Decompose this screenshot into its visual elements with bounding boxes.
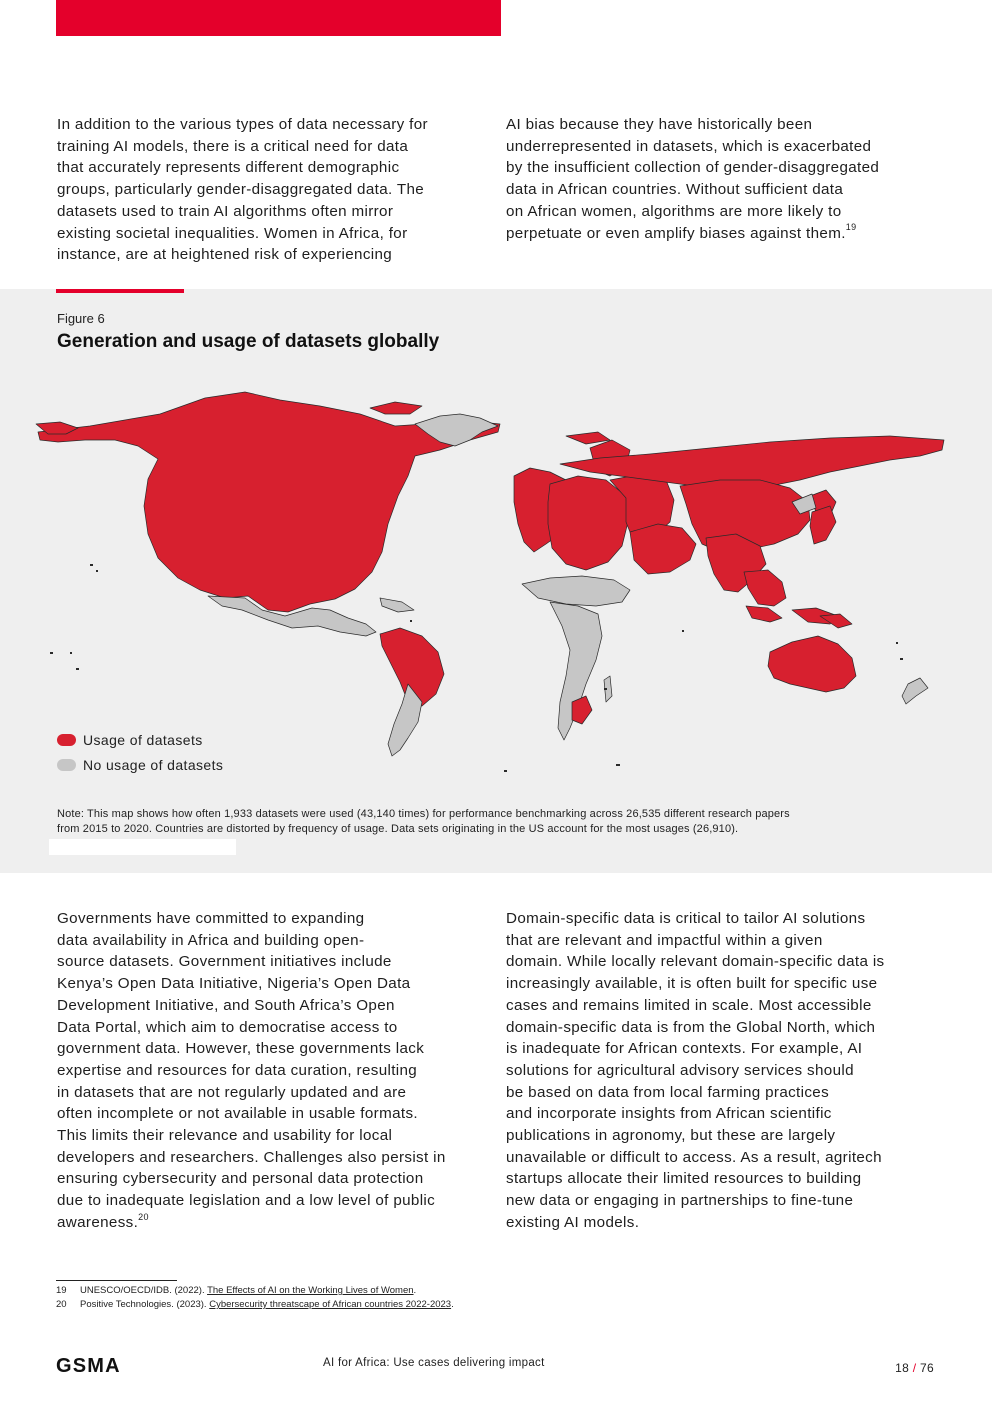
footnote-link[interactable]: The Effects of AI on the Working Lives of Women — [207, 1285, 414, 1296]
logo-text: GSMA — [56, 1355, 121, 1375]
text-line: groups, particularly gender-disaggregated data. The — [57, 181, 425, 199]
text-line: solutions for agricultural advisory services should — [506, 1061, 854, 1079]
text-line: startups allocate their limited resources to building — [506, 1170, 862, 1188]
map-island-dot — [682, 630, 684, 632]
map-region-north-africa — [522, 576, 630, 606]
map-island-dot — [504, 770, 507, 772]
figure-accent-line — [56, 289, 184, 293]
text-line: government data. However, these governments lack — [57, 1040, 425, 1058]
text-line: is inadequate for African contexts. For example, AI — [506, 1040, 863, 1058]
body-left-column — [57, 908, 446, 1234]
text-line: expertise and resources for data curation, resulting — [57, 1061, 418, 1079]
note-line: from 2015 to 2020. Countries are distorted by frequency of usage. Data sets originating in the US account for the most usages (26,910). — [57, 823, 739, 835]
text-line: unavailable or difficult to access. As a result, agritech — [506, 1148, 882, 1166]
current-page: 18 — [895, 1361, 910, 1375]
text-line: by the insufficient collection of gender-disaggregated — [506, 159, 880, 177]
text-line: developers and researchers. Challenges also persist in — [57, 1148, 446, 1166]
map-island-dot — [896, 642, 898, 644]
text-line-content: perpetuate or even amplify biases against them. — [506, 224, 846, 242]
text-line: existing societal inequalities. Women in Africa, for — [57, 224, 408, 242]
legend-item-no-usage — [57, 757, 223, 773]
text-line: Development Initiative, and South Africa’s Open — [57, 996, 395, 1014]
map-region-arctic-islands — [370, 402, 422, 414]
text-line — [506, 223, 879, 245]
legend-label: Usage of datasets — [83, 732, 203, 748]
text-line: new data or engaging in partnerships to fine-tune — [506, 1192, 854, 1210]
footnote-link[interactable]: Cybersecurity threatscape of African countries 2022-2023 — [209, 1299, 452, 1310]
footnote-divider — [56, 1280, 177, 1281]
figure-note — [57, 807, 937, 837]
note-line: Note: This map shows how often 1,933 datasets were used (43,140 times) for performance benchmarking across 26,535 different research papers — [57, 808, 790, 820]
map-region-australia — [768, 636, 856, 692]
figure-title: Generation and usage of datasets globally — [57, 331, 440, 352]
text-line: domain. While locally relevant domain-specific data is — [506, 953, 885, 971]
intro-right-column — [506, 114, 879, 244]
text-line-content: awareness. — [57, 1213, 139, 1231]
text-line: due to inadequate legislation and a low level of public — [57, 1192, 436, 1210]
text-line: often incomplete or not available in usable formats. — [57, 1105, 418, 1123]
figure-label: Figure 6 — [57, 311, 105, 326]
footnote-19 — [56, 1285, 416, 1296]
text-line: data in African countries. Without sufficient data — [506, 181, 844, 199]
footnote-20 — [56, 1299, 454, 1310]
legend-label: No usage of datasets — [83, 757, 224, 773]
text-line: Data Portal, which aim to democratise access to — [57, 1018, 398, 1036]
footnote-number: 19 — [56, 1285, 67, 1296]
footnote-prefix: UNESCO/OECD/IDB. (2022). — [80, 1285, 205, 1296]
text-line: domain-specific data is from the Global North, which — [506, 1018, 876, 1036]
figure-panel — [0, 289, 992, 873]
text-line: instance, are at heightened risk of experiencing — [57, 246, 393, 264]
footnote-suffix: . — [413, 1285, 417, 1296]
text-line: training AI models, there is a critical need for data — [57, 137, 409, 155]
text-line: existing AI models. — [506, 1213, 640, 1231]
text-line: In addition to the various types of data necessary for — [57, 116, 428, 133]
text-line: increasingly available, it is often built for specific use — [506, 975, 878, 993]
text-line: source datasets. Government initiatives include — [57, 953, 392, 971]
map-island-dot — [96, 570, 98, 572]
cartogram-map — [30, 384, 960, 784]
text-line: Domain-specific data is critical to tailor AI solutions — [506, 910, 866, 927]
footnote-prefix: Positive Technologies. (2023). — [80, 1299, 207, 1310]
map-region-southeast-asia — [744, 570, 786, 606]
footer-title: AI for Africa: Use cases delivering impact — [323, 1357, 545, 1369]
map-region-central-europe — [548, 476, 628, 570]
total-pages: 76 — [920, 1361, 934, 1375]
text-line: underrepresented in datasets, which is exacerbated — [506, 137, 872, 155]
map-region-russia-north-isles — [566, 432, 610, 444]
text-line: on African women, algorithms are more likely to — [506, 202, 842, 220]
footnote-ref[interactable]: 20 — [138, 1211, 149, 1222]
footnote-number: 20 — [56, 1299, 67, 1310]
text-line: publications in agronomy, but these are largely — [506, 1127, 836, 1145]
map-region-japan — [810, 506, 836, 544]
text-line: cases and remains limited in scale. Most accessible — [506, 996, 872, 1014]
text-line: be based on data from local farming practices — [506, 1083, 830, 1101]
map-region-caribbean — [380, 598, 414, 612]
map-island-dot — [76, 668, 79, 670]
map-island-dot — [50, 652, 53, 654]
map-region-new-zealand — [902, 678, 928, 704]
map-island-dot — [410, 620, 412, 622]
map-island-dot — [90, 564, 93, 566]
map-island-dot — [604, 688, 607, 690]
text-line: datasets used to train AI algorithms often mirror — [57, 202, 394, 220]
header-accent-bar — [56, 0, 501, 36]
page-separator: / — [912, 1361, 917, 1375]
text-line: in datasets that are not regularly updated and are — [57, 1083, 407, 1101]
text-line: AI bias because they have historically been — [506, 116, 813, 133]
text-line — [57, 1212, 446, 1234]
text-line: and incorporate insights from African scientific — [506, 1105, 832, 1123]
map-island-dot — [70, 652, 72, 654]
text-line: that accurately represents different demographic — [57, 159, 400, 177]
text-line: This limits their relevance and usability for local — [57, 1127, 393, 1145]
text-line: Kenya’s Open Data Initiative, Nigeria’s Open Data — [57, 975, 411, 993]
map-region-indonesia-west — [746, 606, 782, 622]
body-right-column — [506, 908, 885, 1234]
map-region-middle-east — [630, 524, 696, 574]
text-line: ensuring cybersecurity and personal data protection — [57, 1170, 424, 1188]
map-island-dot — [616, 764, 620, 766]
legend-swatch-no-usage — [57, 759, 76, 771]
text-line: data availability in Africa and building open- — [57, 931, 365, 949]
footnote-suffix: . — [451, 1299, 454, 1310]
page-number — [895, 1361, 934, 1375]
text-line: Governments have committed to expanding — [57, 910, 365, 927]
text-line: that are relevant and impactful within a given — [506, 931, 823, 949]
figure-white-block — [49, 839, 236, 855]
legend-item-usage — [57, 732, 203, 748]
map-island-dot — [900, 658, 903, 660]
footnote-ref[interactable]: 19 — [845, 222, 857, 233]
intro-left-column — [57, 114, 428, 266]
gsma-logo — [56, 1355, 152, 1375]
legend-swatch-usage — [57, 734, 76, 746]
